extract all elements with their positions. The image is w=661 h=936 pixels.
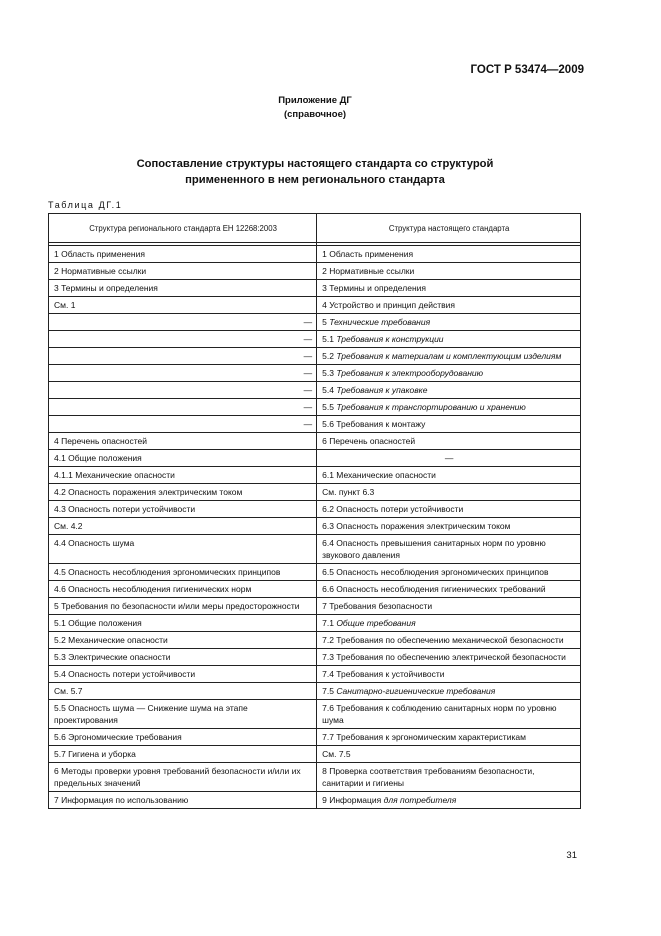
appendix-subtitle: (справочное) <box>283 109 347 120</box>
appendix-heading <box>0 94 630 122</box>
clause-number: 5.1 <box>322 334 337 344</box>
this-standard-cell: 6.4 Опасность превышения санитарных норм по уровню звукового давления <box>317 535 581 564</box>
regional-standard-cell: См. 1 <box>49 297 317 314</box>
table-row <box>49 416 581 433</box>
table-body <box>49 246 581 809</box>
regional-standard-cell: — <box>49 348 317 365</box>
column-header-this-standard: Структура настоящего стандарта <box>317 214 581 243</box>
regional-standard-cell: 4.1.1 Механические опасности <box>49 467 317 484</box>
table-row <box>49 297 581 314</box>
regional-standard-cell: 5.7 Гигиена и уборка <box>49 746 317 763</box>
this-standard-cell: 1 Область применения <box>317 246 581 263</box>
document-title <box>0 156 630 188</box>
regional-standard-cell: 4.5 Опасность несоблюдения эргономических принципов <box>49 564 317 581</box>
document-title-line-1: Сопоставление структуры настоящего стандарта со структурой <box>136 158 494 170</box>
table-row <box>49 729 581 746</box>
this-standard-cell: 6.2 Опасность потери устойчивости <box>317 501 581 518</box>
table-row <box>49 484 581 501</box>
clause-number: 5.4 <box>322 385 337 395</box>
regional-standard-cell: 1 Область применения <box>49 246 317 263</box>
table-row <box>49 399 581 416</box>
table-row <box>49 331 581 348</box>
regional-standard-cell: 4.6 Опасность несоблюдения гигиенических норм <box>49 581 317 598</box>
table-row <box>49 649 581 666</box>
this-standard-cell: 7.7 Требования к эргономическим характеристикам <box>317 729 581 746</box>
regional-standard-cell: — <box>49 416 317 433</box>
regional-standard-cell: 4.4 Опасность шума <box>49 535 317 564</box>
regional-standard-cell: См. 5.7 <box>49 683 317 700</box>
clause-title-italic: Общие требования <box>336 618 416 628</box>
table-row <box>49 792 581 809</box>
this-standard-cell: 5.6 Требования к монтажу <box>317 416 581 433</box>
this-standard-cell <box>317 399 581 416</box>
this-standard-cell: 7.6 Требования к соблюдению санитарных норм по уровню шума <box>317 700 581 729</box>
table-row <box>49 365 581 382</box>
clause-title-italic: для потребителя <box>383 795 457 805</box>
regional-standard-cell: 2 Нормативные ссылки <box>49 263 317 280</box>
this-standard-cell: 6.3 Опасность поражения электрическим током <box>317 518 581 535</box>
this-standard-cell: 7.2 Требования по обеспечению механической безопасности <box>317 632 581 649</box>
table-row <box>49 433 581 450</box>
clause-title-italic: Технические требования <box>329 317 431 327</box>
regional-standard-cell: — <box>49 399 317 416</box>
table-row <box>49 501 581 518</box>
regional-standard-cell: 7 Информация по использованию <box>49 792 317 809</box>
regional-standard-cell: — <box>49 331 317 348</box>
document-title-line-2: примененного в нем регионального стандарта <box>185 174 445 186</box>
table-row <box>49 246 581 263</box>
table-row <box>49 314 581 331</box>
regional-standard-cell: 5.4 Опасность потери устойчивости <box>49 666 317 683</box>
regional-standard-cell: 5.5 Опасность шума — Снижение шума на этапе проектирования <box>49 700 317 729</box>
clause-title-italic: Санитарно-гигиенические требования <box>336 686 496 696</box>
table-row <box>49 518 581 535</box>
clause-title-italic: Требования к электрооборудованию <box>336 368 484 378</box>
this-standard-cell: — <box>317 450 581 467</box>
table-row <box>49 348 581 365</box>
clause-title-italic: Требования к конструкции <box>336 334 444 344</box>
this-standard-cell <box>317 792 581 809</box>
table-row <box>49 615 581 632</box>
regional-standard-cell: 5.3 Электрические опасности <box>49 649 317 666</box>
table-row <box>49 581 581 598</box>
regional-standard-cell: 5.6 Эргономические требования <box>49 729 317 746</box>
regional-standard-cell: 5 Требования по безопасности и/или меры предосторожности <box>49 598 317 615</box>
this-standard-cell: 6.6 Опасность несоблюдения гигиенических требований <box>317 581 581 598</box>
table-row <box>49 683 581 700</box>
table-row <box>49 535 581 564</box>
page-number: 31 <box>566 850 577 861</box>
this-standard-cell: См. пункт 6.3 <box>317 484 581 501</box>
table-row <box>49 280 581 297</box>
clause-title-italic: Требования к транспортированию и хранению <box>336 402 526 412</box>
this-standard-cell <box>317 615 581 632</box>
table-caption: Таблица ДГ.1 <box>48 200 123 210</box>
regional-standard-cell: 4 Перечень опасностей <box>49 433 317 450</box>
regional-standard-cell: 6 Методы проверки уровня требований безопасности и/или их предельных значений <box>49 763 317 792</box>
this-standard-cell <box>317 314 581 331</box>
standard-designation: ГОСТ Р 53474—2009 <box>470 64 584 76</box>
clause-number: 5.5 <box>322 402 337 412</box>
clause-title-italic: Требования к материалам и комплектующим изделиям <box>336 351 562 361</box>
table-row <box>49 467 581 484</box>
column-header-regional-standard: Структура регионального стандарта ЕН 12268:2003 <box>49 214 317 243</box>
this-standard-cell <box>317 683 581 700</box>
this-standard-cell: 2 Нормативные ссылки <box>317 263 581 280</box>
clause-title-italic: Требования к упаковке <box>336 385 428 395</box>
clause-number: 9 Информация <box>322 795 384 805</box>
regional-standard-cell: 3 Термины и определения <box>49 280 317 297</box>
table-header-row <box>49 214 581 243</box>
this-standard-cell <box>317 365 581 382</box>
table-row <box>49 632 581 649</box>
this-standard-cell: 6 Перечень опасностей <box>317 433 581 450</box>
this-standard-cell: 4 Устройство и принцип действия <box>317 297 581 314</box>
comparison-table <box>48 213 581 809</box>
regional-standard-cell: — <box>49 365 317 382</box>
this-standard-cell: 6.1 Механические опасности <box>317 467 581 484</box>
regional-standard-cell: 5.2 Механические опасности <box>49 632 317 649</box>
this-standard-cell: 7.4 Требования к устойчивости <box>317 666 581 683</box>
regional-standard-cell: См. 4.2 <box>49 518 317 535</box>
regional-standard-cell: 4.3 Опасность потери устойчивости <box>49 501 317 518</box>
this-standard-cell <box>317 382 581 399</box>
this-standard-cell: 7.3 Требования по обеспечению электрической безопасности <box>317 649 581 666</box>
clause-number: 5 <box>322 317 330 327</box>
table-row <box>49 598 581 615</box>
this-standard-cell: 6.5 Опасность несоблюдения эргономических принципов <box>317 564 581 581</box>
clause-number: 7.5 <box>322 686 337 696</box>
regional-standard-cell: — <box>49 314 317 331</box>
clause-number: 5.3 <box>322 368 337 378</box>
regional-standard-cell: — <box>49 382 317 399</box>
table-row <box>49 763 581 792</box>
regional-standard-cell: 4.1 Общие положения <box>49 450 317 467</box>
this-standard-cell: См. 7.5 <box>317 746 581 763</box>
this-standard-cell: 8 Проверка соответствия требованиям безопасности, санитарии и гигиены <box>317 763 581 792</box>
table-row <box>49 263 581 280</box>
table-row <box>49 382 581 399</box>
clause-number: 5.2 <box>322 351 337 361</box>
regional-standard-cell: 5.1 Общие положения <box>49 615 317 632</box>
this-standard-cell <box>317 348 581 365</box>
regional-standard-cell: 4.2 Опасность поражения электрическим током <box>49 484 317 501</box>
this-standard-cell: 7 Требования безопасности <box>317 598 581 615</box>
appendix-title: Приложение ДГ <box>278 95 352 106</box>
table-row <box>49 666 581 683</box>
table-row <box>49 700 581 729</box>
this-standard-cell: 3 Термины и определения <box>317 280 581 297</box>
this-standard-cell <box>317 331 581 348</box>
table-row <box>49 746 581 763</box>
table-row <box>49 450 581 467</box>
table-row <box>49 564 581 581</box>
clause-number: 7.1 <box>322 618 337 628</box>
